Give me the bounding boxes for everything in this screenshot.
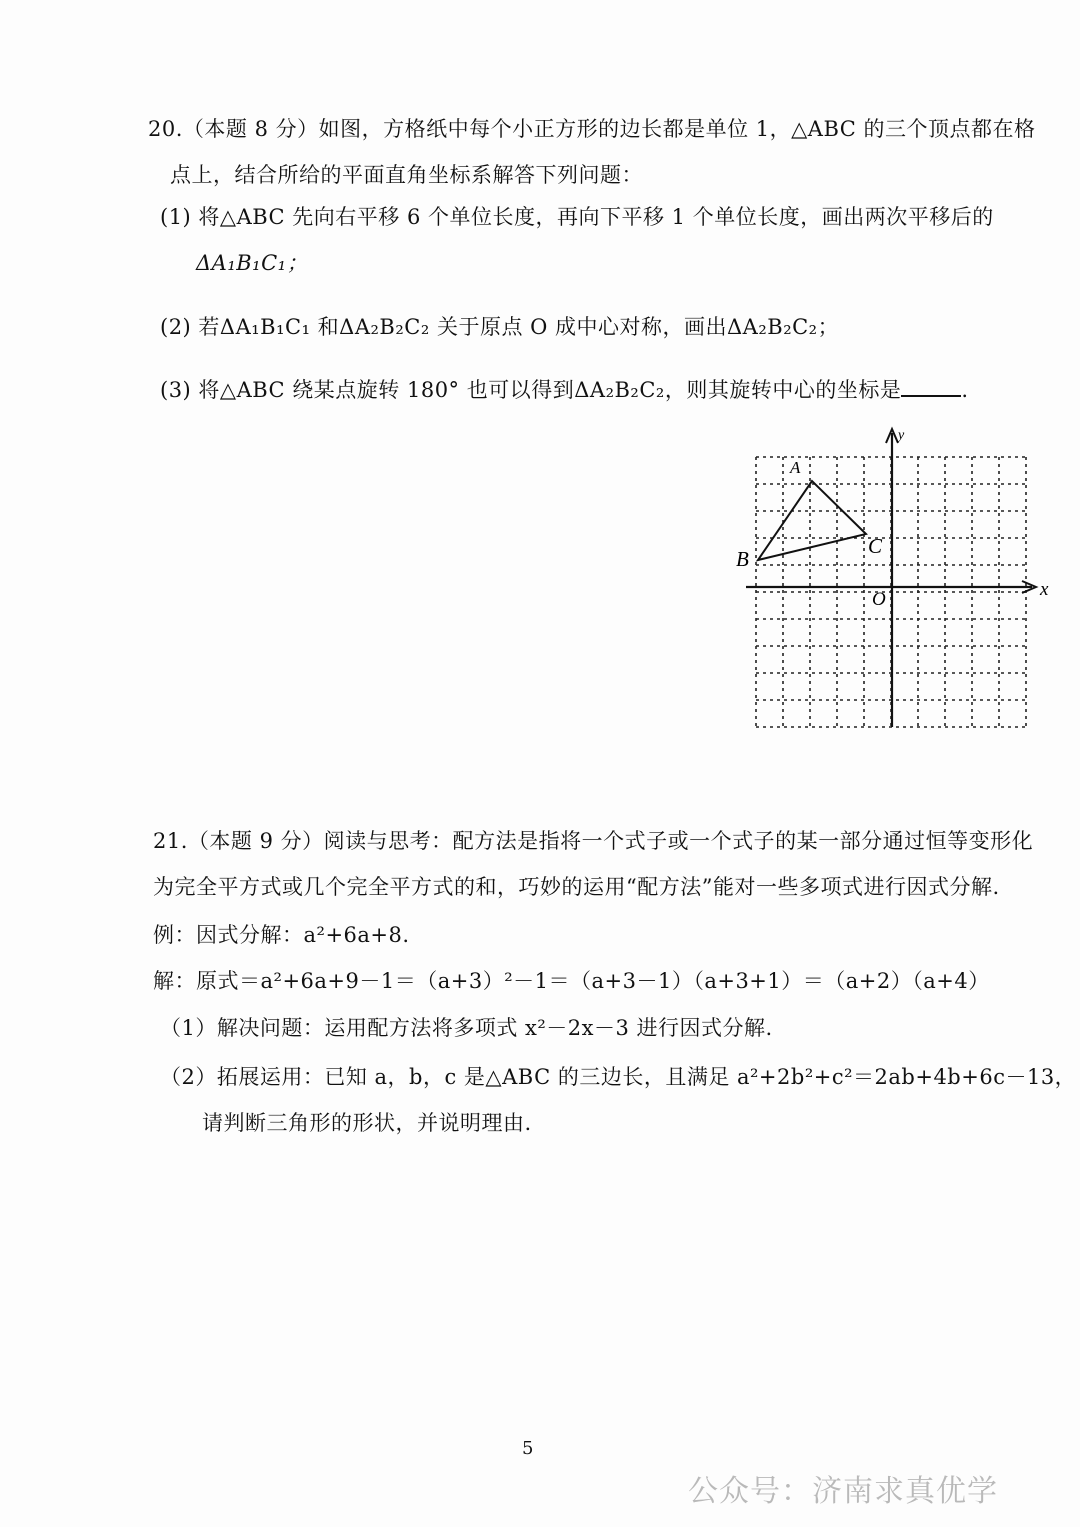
- label-a: A: [790, 458, 801, 477]
- label-c: C: [868, 534, 883, 558]
- label-x-axis: x: [1040, 579, 1049, 600]
- q21-heading: 21.（本题 9 分）阅读与思考：配方法是指将一个式子或一个式子的某一部分通过恒等变形化: [153, 829, 1034, 853]
- page-number: 5: [522, 1438, 534, 1459]
- q20-heading-cont: 点上，结合所给的平面直角坐标系解答下列问题：: [170, 163, 643, 187]
- q21-part2-cont: 请判断三角形的形状，并说明理由.: [202, 1111, 532, 1135]
- label-origin: O: [872, 589, 886, 610]
- q20-heading: 20.（本题 8 分）如图，方格纸中每个小正方形的边长都是单位 1，△ABC 的三个顶点都在格: [148, 117, 1036, 141]
- q20-part1: (1) 将△ABC 先向右平移 6 个单位长度，再向下平移 1 个单位长度，画出两次平移后的: [160, 205, 994, 229]
- q20-part2: (2) 若ΔA₁B₁C₁ 和ΔA₂B₂C₂ 关于原点 O 成中心对称，画出ΔA₂B₂C₂；: [160, 315, 840, 339]
- triangle-abc: [758, 481, 866, 560]
- label-y-axis: y: [898, 428, 905, 443]
- q21-solution: 解：原式＝a²+6a+9－1＝（a+3）²－1＝（a+3－1）（a+3+1）＝（a+2）（a+4）: [153, 969, 990, 993]
- q21-part2: （2）拓展运用：已知 a，b，c 是△ABC 的三边长，且满足 a²+2b²+c²＝2ab+4b+6c－13，: [160, 1065, 1077, 1089]
- label-b: B: [736, 547, 749, 571]
- q21-part1: （1）解决问题：运用配方法将多项式 x²－2x－3 进行因式分解.: [160, 1016, 773, 1040]
- q20-part3-text: (3) 将△ABC 绕某点旋转 180° 也可以得到ΔA₂B₂C₂，则其旋转中心的坐标是: [160, 378, 902, 402]
- answer-blank: [901, 375, 961, 397]
- watermark: 公众号：济南求真优学: [688, 1474, 998, 1509]
- q21-heading-cont: 为完全平方式或几个完全平方式的和，巧妙的运用“配方法”能对一些多项式进行因式分解.: [153, 875, 1000, 899]
- coordinate-grid-figure: [732, 425, 1062, 735]
- y-axis: [886, 429, 898, 727]
- q20-part1-cont: ΔA₁B₁C₁；: [196, 251, 309, 275]
- q21-example: 例：因式分解：a²+6a+8.: [153, 923, 410, 947]
- q20-part3: (3) 将△ABC 绕某点旋转 180° 也可以得到ΔA₂B₂C₂，则其旋转中心的坐标是 .: [160, 375, 969, 405]
